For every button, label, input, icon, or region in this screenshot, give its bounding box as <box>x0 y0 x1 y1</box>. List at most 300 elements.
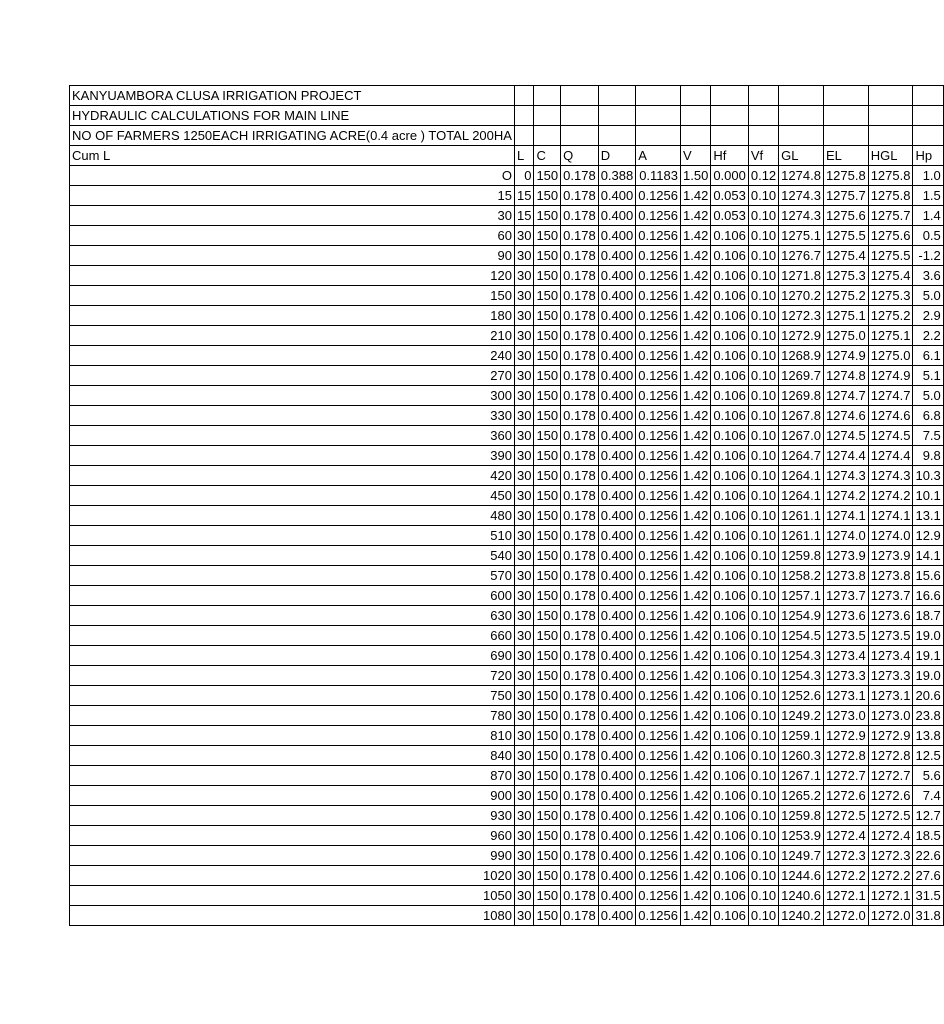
table-cell: 1274.3 <box>823 466 868 486</box>
table-cell: 1.42 <box>681 306 711 326</box>
table-cell: 0.1256 <box>636 386 681 406</box>
table-cell: 0.10 <box>748 826 778 846</box>
table-cell: 0.106 <box>711 466 749 486</box>
table-cell: 240 <box>70 346 515 366</box>
table-cell: 1259.1 <box>779 726 824 746</box>
table-cell: 150 <box>534 626 561 646</box>
empty-cell <box>681 106 711 126</box>
table-cell: 1272.2 <box>823 866 868 886</box>
table-cell: 1272.6 <box>823 786 868 806</box>
table-cell: 120 <box>70 266 515 286</box>
table-cell: 150 <box>534 386 561 406</box>
table-cell: 0.10 <box>748 206 778 226</box>
table-cell: 18.5 <box>913 826 943 846</box>
table-cell: 0.106 <box>711 646 749 666</box>
empty-cell <box>823 126 868 146</box>
table-cell: 0.10 <box>748 886 778 906</box>
table-cell: 0.178 <box>561 586 599 606</box>
table-cell: 0.10 <box>748 446 778 466</box>
table-cell: 1260.3 <box>779 746 824 766</box>
table-cell: 0.400 <box>598 786 636 806</box>
table-cell: 1.42 <box>681 486 711 506</box>
table-cell: 0.10 <box>748 766 778 786</box>
table-cell: 2.9 <box>913 306 943 326</box>
table-cell: 30 <box>514 806 533 826</box>
table-cell: 1274.3 <box>779 206 824 226</box>
table-cell: 1.42 <box>681 806 711 826</box>
table-cell: 0.1256 <box>636 466 681 486</box>
table-cell: 210 <box>70 326 515 346</box>
table-cell: 1275.0 <box>868 346 913 366</box>
table-row <box>70 386 944 406</box>
table-cell: 150 <box>534 706 561 726</box>
empty-cell <box>868 86 913 106</box>
table-cell: 1.42 <box>681 706 711 726</box>
table-cell: 0.10 <box>748 366 778 386</box>
table-cell: 1272.8 <box>823 746 868 766</box>
table-cell: 150 <box>534 466 561 486</box>
table-cell: 1272.5 <box>823 806 868 826</box>
table-cell: 0.400 <box>598 866 636 886</box>
table-cell: 0.400 <box>598 326 636 346</box>
table-cell: 0 <box>514 166 533 186</box>
table-cell: 1.5 <box>913 186 943 206</box>
column-header: Q <box>561 146 599 166</box>
table-cell: 0.400 <box>598 826 636 846</box>
table-cell: 15.6 <box>913 566 943 586</box>
table-cell: 30 <box>514 586 533 606</box>
table-cell: 1273.4 <box>823 646 868 666</box>
table-cell: 0.106 <box>711 686 749 706</box>
table-row <box>70 426 944 446</box>
table-cell: 0.1256 <box>636 606 681 626</box>
table-cell: 1274.6 <box>868 406 913 426</box>
table-cell: 0.1256 <box>636 866 681 886</box>
table-cell: 1259.8 <box>779 806 824 826</box>
table-cell: 1.42 <box>681 606 711 626</box>
table-cell: 0.1256 <box>636 346 681 366</box>
table-cell: 30 <box>514 846 533 866</box>
table-cell: 30 <box>514 726 533 746</box>
table-cell: 0.178 <box>561 186 599 206</box>
table-cell: 0.178 <box>561 806 599 826</box>
table-cell: 0.106 <box>711 246 749 266</box>
table-cell: 0.10 <box>748 686 778 706</box>
table-cell: 1274.3 <box>779 186 824 206</box>
table-cell: 0.400 <box>598 406 636 426</box>
table-cell: 1273.9 <box>868 546 913 566</box>
table-cell: 1.42 <box>681 466 711 486</box>
table-cell: 870 <box>70 766 515 786</box>
table-cell: 0.1256 <box>636 426 681 446</box>
table-cell: 0.1183 <box>636 166 681 186</box>
empty-cell <box>598 86 636 106</box>
table-cell: 150 <box>534 446 561 466</box>
empty-cell <box>779 126 824 146</box>
table-row <box>70 526 944 546</box>
empty-cell <box>711 126 749 146</box>
table-cell: 0.106 <box>711 866 749 886</box>
table-cell: 330 <box>70 406 515 426</box>
table-cell: 150 <box>534 326 561 346</box>
table-cell: 1272.1 <box>823 886 868 906</box>
table-cell: 19.1 <box>913 646 943 666</box>
table-cell: 390 <box>70 446 515 466</box>
table-cell: 0.106 <box>711 666 749 686</box>
table-cell: 0.400 <box>598 606 636 626</box>
table-cell: 12.5 <box>913 746 943 766</box>
table-cell: 0.106 <box>711 886 749 906</box>
table-cell: 1265.2 <box>779 786 824 806</box>
table-cell: 1272.9 <box>868 726 913 746</box>
table-cell: 1.42 <box>681 786 711 806</box>
table-cell: 9.8 <box>913 446 943 466</box>
table-cell: 1274.2 <box>823 486 868 506</box>
column-header: L <box>514 146 533 166</box>
table-cell: 1.42 <box>681 726 711 746</box>
table-cell: 0.1256 <box>636 646 681 666</box>
table-cell: 0.12 <box>748 166 778 186</box>
empty-cell <box>534 126 561 146</box>
table-cell: 0.178 <box>561 326 599 346</box>
table-cell: 1258.2 <box>779 566 824 586</box>
empty-cell <box>681 86 711 106</box>
table-cell: 1273.1 <box>868 686 913 706</box>
table-cell: 1272.8 <box>868 746 913 766</box>
table-cell: 1273.1 <box>823 686 868 706</box>
table-cell: 0.1256 <box>636 746 681 766</box>
table-cell: 1020 <box>70 866 515 886</box>
table-cell: 0.1256 <box>636 406 681 426</box>
empty-cell <box>561 126 599 146</box>
table-cell: 0.178 <box>561 386 599 406</box>
table-cell: 30 <box>514 306 533 326</box>
table-cell: 0.106 <box>711 706 749 726</box>
table-row <box>70 266 944 286</box>
table-cell: 1272.3 <box>868 846 913 866</box>
table-cell: 480 <box>70 506 515 526</box>
table-cell: 0.400 <box>598 426 636 446</box>
table-cell: 30 <box>514 666 533 686</box>
empty-cell <box>514 86 533 106</box>
table-cell: 0.1256 <box>636 906 681 926</box>
empty-cell <box>561 86 599 106</box>
table-cell: 1.42 <box>681 226 711 246</box>
table-cell: 0.178 <box>561 786 599 806</box>
table-cell: 0.106 <box>711 566 749 586</box>
table-cell: 0.178 <box>561 206 599 226</box>
table-cell: 0.400 <box>598 306 636 326</box>
table-cell: 0.178 <box>561 246 599 266</box>
table-cell: 1273.7 <box>868 586 913 606</box>
empty-cell <box>779 86 824 106</box>
table-cell: 30 <box>514 226 533 246</box>
table-cell: 1275.8 <box>868 186 913 206</box>
table-cell: 150 <box>534 906 561 926</box>
table-cell: 1249.2 <box>779 706 824 726</box>
table-cell: 1254.3 <box>779 646 824 666</box>
table-cell: 13.1 <box>913 506 943 526</box>
table-cell: 0.10 <box>748 326 778 346</box>
table-cell: 0.1256 <box>636 546 681 566</box>
table-cell: 0.106 <box>711 286 749 306</box>
table-cell: 0.400 <box>598 246 636 266</box>
sheet-title: HYDRAULIC CALCULATIONS FOR MAIN LINE <box>72 108 350 123</box>
table-row <box>70 846 944 866</box>
table-row <box>70 806 944 826</box>
table-cell: 14.1 <box>913 546 943 566</box>
table-cell: 930 <box>70 806 515 826</box>
table-cell: 0.400 <box>598 546 636 566</box>
table-cell: 1240.2 <box>779 906 824 926</box>
table-cell: 30 <box>514 266 533 286</box>
table-row <box>70 226 944 246</box>
table-cell: 0.178 <box>561 426 599 446</box>
sheet-title: KANYUAMBORA CLUSA IRRIGATION PROJECT <box>72 88 362 103</box>
table-cell: 1268.9 <box>779 346 824 366</box>
table-cell: 1240.6 <box>779 886 824 906</box>
title-cell <box>70 86 515 106</box>
table-cell: 1275.3 <box>868 286 913 306</box>
table-cell: 150 <box>534 886 561 906</box>
table-cell: 0.1256 <box>636 446 681 466</box>
column-header: D <box>598 146 636 166</box>
column-header: C <box>534 146 561 166</box>
table-cell: 30 <box>514 766 533 786</box>
table-cell: 0.10 <box>748 626 778 646</box>
table-cell: 0.106 <box>711 426 749 446</box>
table-cell: 0.10 <box>748 226 778 246</box>
table-cell: 150 <box>534 366 561 386</box>
table-cell: 0.1256 <box>636 786 681 806</box>
table-cell: 0.106 <box>711 386 749 406</box>
table-cell: O <box>70 166 515 186</box>
table-cell: 1.42 <box>681 646 711 666</box>
table-cell: 150 <box>534 566 561 586</box>
table-cell: 150 <box>534 586 561 606</box>
table-cell: 690 <box>70 646 515 666</box>
table-cell: 1274.8 <box>823 366 868 386</box>
table-row <box>70 646 944 666</box>
table-cell: 5.1 <box>913 366 943 386</box>
table-cell: 1.42 <box>681 286 711 306</box>
empty-cell <box>534 86 561 106</box>
table-cell: 15 <box>514 186 533 206</box>
table-cell: 1273.4 <box>868 646 913 666</box>
table-cell: 150 <box>534 806 561 826</box>
empty-cell <box>636 126 681 146</box>
table-cell: 840 <box>70 746 515 766</box>
table-cell: 150 <box>534 826 561 846</box>
table-cell: 1.4 <box>913 206 943 226</box>
column-header: Hf <box>711 146 749 166</box>
hydraulic-calc-table <box>69 85 944 926</box>
table-cell: 0.1256 <box>636 226 681 246</box>
table-cell: 0.178 <box>561 346 599 366</box>
column-header: HGL <box>868 146 913 166</box>
table-cell: 0.10 <box>748 486 778 506</box>
table-cell: 30 <box>514 686 533 706</box>
table-cell: 1269.7 <box>779 366 824 386</box>
table-cell: 1.42 <box>681 626 711 646</box>
table-cell: 0.388 <box>598 166 636 186</box>
table-cell: 0.10 <box>748 866 778 886</box>
table-row <box>70 346 944 366</box>
table-cell: 0.106 <box>711 506 749 526</box>
table-cell: 0.400 <box>598 626 636 646</box>
table-cell: 1.42 <box>681 266 711 286</box>
table-cell: 0.400 <box>598 466 636 486</box>
table-cell: 1272.2 <box>868 866 913 886</box>
table-cell: 960 <box>70 826 515 846</box>
table-cell: 1.0 <box>913 166 943 186</box>
table-cell: 0.1256 <box>636 266 681 286</box>
table-cell: 0.106 <box>711 546 749 566</box>
table-cell: 90 <box>70 246 515 266</box>
table-cell: 0.400 <box>598 206 636 226</box>
table-cell: 1267.0 <box>779 426 824 446</box>
column-header: Hp <box>913 146 943 166</box>
table-cell: 750 <box>70 686 515 706</box>
table-cell: 1270.2 <box>779 286 824 306</box>
table-cell: 0.1256 <box>636 806 681 826</box>
table-cell: 1273.5 <box>823 626 868 646</box>
table-cell: 0.10 <box>748 666 778 686</box>
column-header: GL <box>779 146 824 166</box>
table-cell: 150 <box>534 526 561 546</box>
table-cell: 1249.7 <box>779 846 824 866</box>
table-cell: 0.10 <box>748 586 778 606</box>
table-cell: 31.8 <box>913 906 943 926</box>
table-cell: 150 <box>534 646 561 666</box>
table-row <box>70 886 944 906</box>
table-cell: 0.10 <box>748 186 778 206</box>
table-cell: 150 <box>534 406 561 426</box>
table-cell: 540 <box>70 546 515 566</box>
table-cell: 1275.0 <box>823 326 868 346</box>
table-cell: 1244.6 <box>779 866 824 886</box>
table-row <box>70 566 944 586</box>
table-row <box>70 706 944 726</box>
table-cell: 0.178 <box>561 566 599 586</box>
table-cell: 0.400 <box>598 266 636 286</box>
table-cell: 1274.9 <box>823 346 868 366</box>
table-cell: 1274.1 <box>868 506 913 526</box>
table-cell: 30 <box>514 286 533 306</box>
empty-cell <box>561 106 599 126</box>
table-cell: 0.1256 <box>636 826 681 846</box>
table-cell: 1261.1 <box>779 526 824 546</box>
table-cell: 1274.7 <box>823 386 868 406</box>
table-cell: 300 <box>70 386 515 406</box>
table-cell: 0.10 <box>748 426 778 446</box>
table-cell: 1274.9 <box>868 366 913 386</box>
table-cell: 1275.1 <box>779 226 824 246</box>
table-cell: 1275.7 <box>868 206 913 226</box>
table-cell: 0.1256 <box>636 846 681 866</box>
table-cell: 0.1256 <box>636 286 681 306</box>
table-cell: 5.6 <box>913 766 943 786</box>
table-cell: 0.400 <box>598 446 636 466</box>
table-row <box>70 506 944 526</box>
table-row <box>70 166 944 186</box>
table-cell: 1273.0 <box>823 706 868 726</box>
table-cell: 1272.0 <box>823 906 868 926</box>
table-cell: 150 <box>534 726 561 746</box>
table-cell: 3.6 <box>913 266 943 286</box>
table-cell: 1274.8 <box>779 166 824 186</box>
table-cell: 1272.7 <box>823 766 868 786</box>
table-cell: 27.6 <box>913 866 943 886</box>
table-cell: 0.400 <box>598 586 636 606</box>
empty-cell <box>681 126 711 146</box>
table-cell: 1275.2 <box>868 306 913 326</box>
table-cell: 0.106 <box>711 486 749 506</box>
title-row <box>70 86 944 106</box>
table-cell: 0.106 <box>711 586 749 606</box>
table-cell: 150 <box>534 686 561 706</box>
table-cell: 30 <box>514 886 533 906</box>
table-cell: 0.178 <box>561 406 599 426</box>
table-row <box>70 366 944 386</box>
table-cell: 0.178 <box>561 606 599 626</box>
table-row <box>70 626 944 646</box>
table-cell: 1275.3 <box>823 266 868 286</box>
table-cell: 0.178 <box>561 646 599 666</box>
table-row <box>70 326 944 346</box>
table-cell: 0.178 <box>561 546 599 566</box>
table-cell: 30 <box>514 426 533 446</box>
table-cell: 1.42 <box>681 206 711 226</box>
table-cell: 0.1256 <box>636 766 681 786</box>
table-cell: 1.42 <box>681 386 711 406</box>
table-cell: 0.10 <box>748 526 778 546</box>
table-cell: 0.178 <box>561 766 599 786</box>
table-cell: 720 <box>70 666 515 686</box>
table-cell: 1274.5 <box>823 426 868 446</box>
table-cell: 150 <box>534 346 561 366</box>
table-cell: 0.10 <box>748 406 778 426</box>
table-cell: 1.42 <box>681 906 711 926</box>
table-cell: 1273.5 <box>868 626 913 646</box>
table-cell: 0.1256 <box>636 326 681 346</box>
table-cell: 0.106 <box>711 226 749 246</box>
table-cell: 1273.6 <box>823 606 868 626</box>
column-header: Cum L <box>70 146 515 166</box>
table-cell: 990 <box>70 846 515 866</box>
table-cell: 570 <box>70 566 515 586</box>
table-cell: 360 <box>70 426 515 446</box>
table-cell: 1272.0 <box>868 906 913 926</box>
table-cell: 1275.8 <box>823 166 868 186</box>
table-cell: 1272.9 <box>823 726 868 746</box>
table-cell: 0.106 <box>711 846 749 866</box>
table-cell: 10.3 <box>913 466 943 486</box>
empty-cell <box>868 106 913 126</box>
table-cell: 15 <box>514 206 533 226</box>
table-cell: 0.1256 <box>636 186 681 206</box>
table-cell: 630 <box>70 606 515 626</box>
table-cell: 0.400 <box>598 686 636 706</box>
table-cell: 0.178 <box>561 226 599 246</box>
table-cell: 1.42 <box>681 346 711 366</box>
table-row <box>70 826 944 846</box>
empty-cell <box>779 106 824 126</box>
table-cell: 1264.1 <box>779 486 824 506</box>
table-cell: 1267.8 <box>779 406 824 426</box>
empty-cell <box>534 106 561 126</box>
table-cell: 1274.0 <box>868 526 913 546</box>
